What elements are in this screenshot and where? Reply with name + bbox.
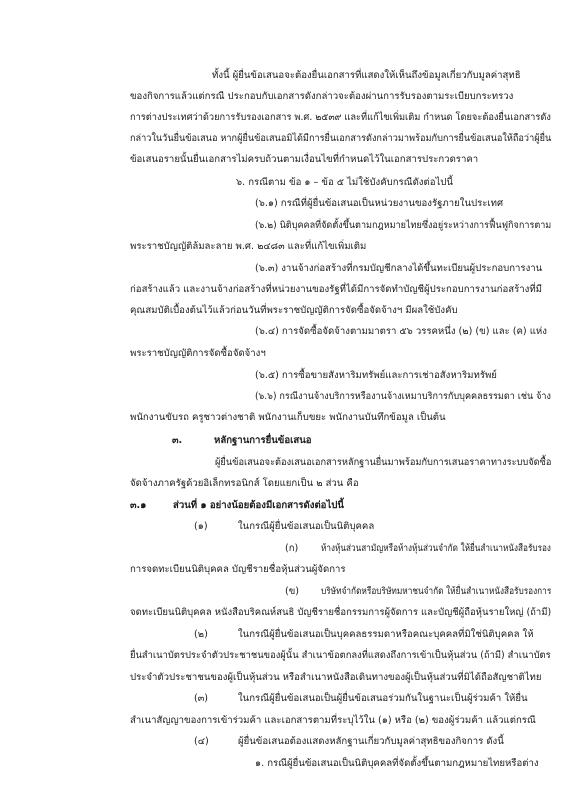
paragraph-line: พนักงานขับรถ ครูชาวต่างชาติ พนักงานเก็บขยะ พนักงานบันทึกข้อมูล เป็นต้น — [130, 412, 446, 423]
list-item: (๖.๖) กรณีงานจ้างบริการหรืองานจ้างเหมาบริการกับบุคคลธรรมดา เช่น จ้าง — [255, 391, 551, 402]
list-item: (๖.๓) งานจ้างก่อสร้างที่กรมบัญชีกลางได้ขึ้นทะเบียนผู้ประกอบการงาน — [255, 263, 543, 274]
item-text: ในกรณีผู้ยื่นข้อเสนอเป็นนิติบุคคล — [238, 521, 375, 532]
subsection-number: ๓.๑ — [130, 500, 147, 511]
paragraph-line: ประจำตัวประชาชนของผู้เป็นหุ้นส่วน หรือสำเนาหนังสือเดินทางของผู้เป็นหุ้นส่วนที่มิได้ถือสัญชาติไทย — [130, 672, 542, 683]
list-item: (๖.๕) การซื้อขายสังหาริมทรัพย์และการเช่าอสังหาริมทรัพย์ — [255, 370, 497, 381]
paragraph-line: ข้อเสนอรายนั้นยื่นเอกสารไม่ครบถ้วนตามเงื่อนไขที่กำหนดไว้ในเอกสารประกวดราคา — [130, 154, 479, 165]
item-number: (๔) — [194, 736, 209, 747]
subsection-heading: ส่วนที่ ๑ อย่างน้อยต้องมีเอกสารดังต่อไปนี้ — [173, 500, 344, 511]
item-number: (๒) — [194, 629, 208, 640]
list-item: ๖. กรณีตาม ข้อ ๑ – ข้อ ๕ ไม่ใช้บังคับกรณีดังต่อไปนี้ — [236, 177, 453, 188]
paragraph-line: ยื่นสำเนาบัตรประจำตัวประชาชนของผู้นั้น สำเนาข้อตกลงที่แสดงถึงการเข้าเป็นหุ้นส่วน (ถ้ามี) สำเนาบัตร — [130, 650, 551, 661]
item-text: ในกรณีผู้ยื่นข้อเสนอเป็นผู้ยื่นข้อเสนอร่วมกันในฐานะเป็นผู้ร่วมค้า ให้ยื่น — [238, 693, 528, 704]
paragraph-line: การจดทะเบียนนิติบุคคล บัญชีรายชื่อหุ้นส่วนผู้จัดการ — [130, 564, 346, 575]
list-item: (๖.๑) กรณีที่ผู้ยื่นข้อเสนอเป็นหน่วยงานของรัฐภายในประเทศ — [255, 198, 504, 209]
item-number: (๓) — [194, 693, 209, 704]
item-text: ผู้ยื่นข้อเสนอต้องแสดงหลักฐานเกี่ยวกับมูลค่าสุทธิของกิจการ ดังนี้ — [238, 736, 504, 747]
paragraph-line: จดทะเบียนนิติบุคคล หนังสือบริคณห์สนธิ บัญชีรายชื่อกรรมการผู้จัดการ และบัญชีผู้ถือหุ้นรายใหญ่ (ถ้ามี) — [130, 607, 552, 618]
section-number: ๓. — [172, 435, 183, 446]
paragraph-line: พระราชบัญญัติการจัดซื้อจัดจ้างฯ — [130, 348, 266, 359]
item-text: ในกรณีผู้ยื่นข้อเสนอเป็นบุคคลธรรมดาหรือคณะบุคคลที่มิใช่นิติบุคคล ให้ — [238, 629, 534, 640]
paragraph-line: ผู้ยื่นข้อเสนอจะต้องเสนอเอกสารหลักฐานยื่นมาพร้อมกับการเสนอราคาทางระบบจัดซื้อ — [215, 457, 552, 468]
paragraph-line: พระราชบัญญัติล้มละลาย พ.ศ. ๒๔๘๓ และที่แก้ไขเพิ่มเติม — [130, 241, 367, 252]
item-number: (ก) — [285, 543, 299, 554]
list-item: ๑. กรณีผู้ยื่นข้อเสนอเป็นนิติบุคคลที่จัดตั้งขึ้นตามกฎหมายไทยหรือต่าง — [255, 758, 539, 769]
paragraph-line: กล่าวในวันยื่นข้อเสนอ หากผู้ยื่นข้อเสนอมิได้มีการยื่นเอกสารดังกล่าวมาพร้อมกับการยื่นข้อเสนอให้ถือว่าผู้ยื่น — [130, 133, 552, 144]
paragraph-line: ทั้งนี้ ผู้ยื่นข้อเสนอจะต้องยื่นเอกสารที่แสดงให้เห็นถึงข้อมูลเกี่ยวกับมูลค่าสุทธิ — [212, 70, 521, 81]
section-heading: หลักฐานการยื่นข้อเสนอ — [214, 435, 312, 446]
paragraph-line: สำเนาสัญญาของการเข้าร่วมค้า และเอกสารตามที่ระบุไว้ใน (๑) หรือ (๒) ของผู้ร่วมค้า แล้วแต่กรณี — [130, 715, 536, 726]
item-text: ห้างหุ้นส่วนสามัญหรือห้างหุ้นส่วนจำกัด ให้ยื่นสำเนาหนังสือรับรอง — [321, 543, 551, 554]
paragraph-line: ของกิจการแล้วแต่กรณี ประกอบกับเอกสารดังกล่าวจะต้องผ่านการรับรองตามระเบียบกระทรวง — [130, 91, 514, 102]
paragraph-line: การต่างประเทศว่าด้วยการรับรองเอกสาร พ.ศ. ๒๕๓๙ และที่แก้ไขเพิ่มเติม กำหนด โดยจะต้องยื่นเอกสารดัง — [130, 112, 551, 123]
paragraph-line: จัดจ้างภาครัฐด้วยอิเล็กทรอนิกส์ โดยแยกเป็น ๒ ส่วน คือ — [130, 478, 359, 489]
list-item: (๖.๔) การจัดซื้อจัดจ้างตามมาตรา ๕๖ วรรคหนึ่ง (๒) (ข) และ (ค) แห่ง — [255, 326, 547, 337]
paragraph-line: ก่อสร้างแล้ว และงานจ้างก่อสร้างที่หน่วยงานของรัฐที่ได้มีการจัดทำบัญชีผู้ประกอบการงานก่อสร้างที่มี — [130, 284, 542, 295]
item-text: บริษัทจำกัดหรือบริษัทมหาชนจำกัด ให้ยื่นสำเนาหนังสือรับรองการ — [321, 586, 552, 597]
paragraph-line: คุณสมบัติเบื้องต้นไว้แล้วก่อนวันที่พระราชบัญญัติการจัดซื้อจัดจ้างฯ มีผลใช้บังคับ — [130, 305, 458, 316]
item-number: (ข) — [285, 586, 300, 597]
list-item: (๖.๒) นิติบุคคลที่จัดตั้งขึ้นตามกฎหมายไทยซึ่งอยู่ระหว่างการฟื้นฟูกิจการตาม — [255, 220, 552, 231]
item-number: (๑) — [194, 521, 208, 532]
